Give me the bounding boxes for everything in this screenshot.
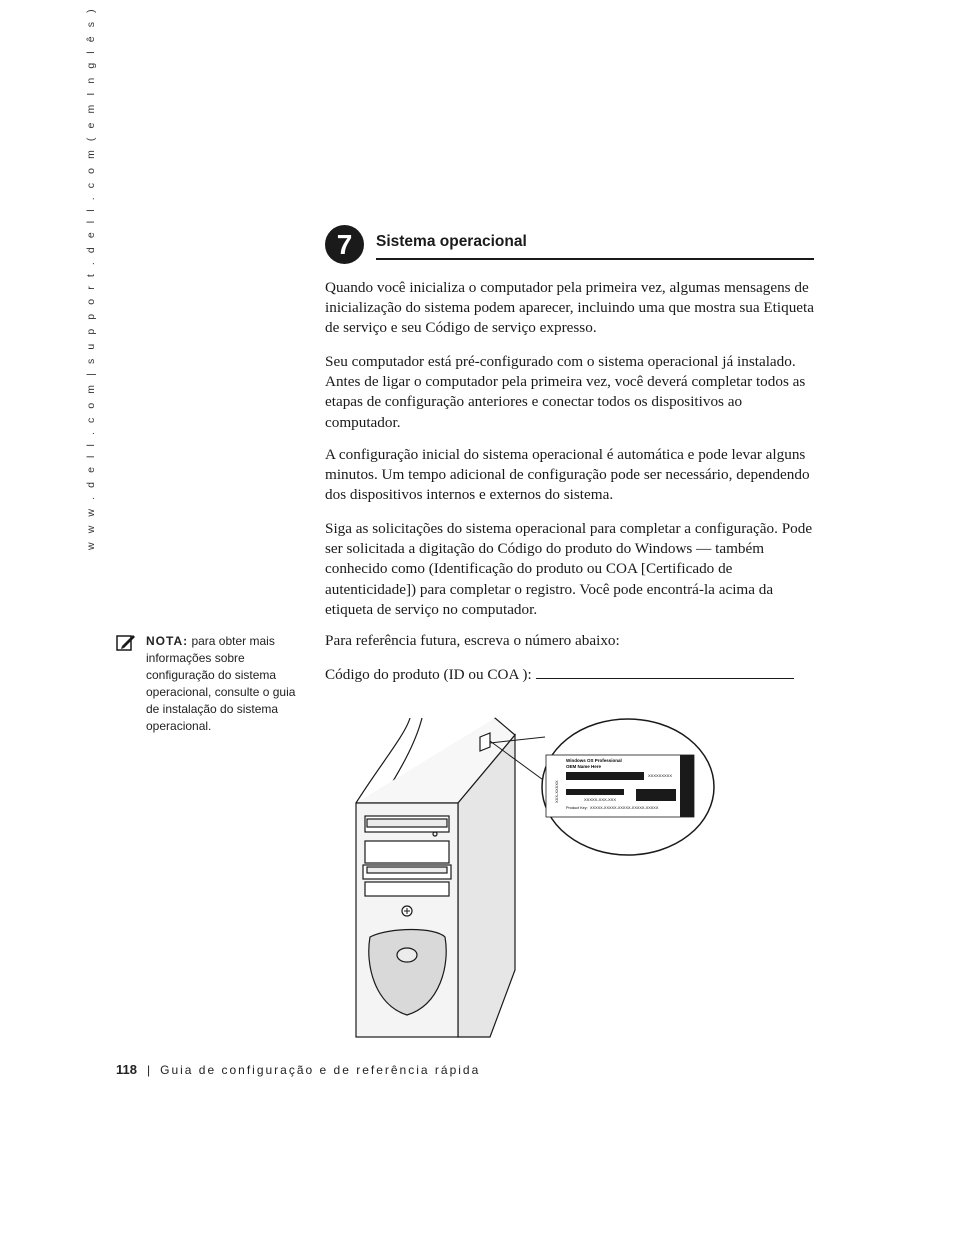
note-block [146, 633, 296, 735]
section-title: Sistema operacional [376, 233, 814, 260]
step-number-badge: 7 [325, 225, 364, 264]
paragraph-startup-messages: Quando você inicializa o computador pela primeira vez, algumas mensagens de inicialização do sistema podem aparecer, incluindo uma que mostra sua Etiqueta de serviço e seu Código de serviço expresso. [325, 279, 815, 337]
note-label: NOTA: [146, 634, 189, 648]
coa-code-top: XXXXXXXXX [648, 773, 673, 778]
coa-barcode-top [566, 772, 644, 780]
pencil-note-icon [116, 632, 136, 652]
coa-line2: OEM Name Here [566, 764, 602, 769]
coa-code-mid: XXXXX-XXX-XXX [584, 797, 617, 802]
product-code-blank [536, 664, 794, 679]
computer-coa-label-illustration [350, 715, 718, 1040]
footer-separator: | [146, 1063, 151, 1077]
guide-title: Guia de configuração e de referência rápida [160, 1063, 481, 1077]
coa-side-code: XXX-XXXXX [554, 780, 559, 803]
product-code-label: Código do produto (ID ou COA ): [325, 666, 532, 683]
computer-tower-icon [356, 718, 515, 1037]
coa-line1: Windows OS Professional [566, 758, 622, 763]
paragraph-future-reference: Para referência futura, escreva o número abaixo: [325, 632, 620, 649]
coa-sticker [546, 755, 694, 817]
coa-hologram [636, 789, 676, 801]
paragraph-product-key: Siga as solicitações do sistema operacional para completar a configuração. Pode ser solicitada a digitação do Código do produto do Windows — também conhecido como (Identificação do produto ou COA [Certificado de autenticidade]) para completar o registro. Você pode encontrá-la acima da etiqueta de serviço no computador. [325, 520, 813, 618]
note-text: para obter mais informações sobre configuração do sistema operacional, consulte o guia de instalação do sistema operacional. [146, 634, 296, 733]
sidebar-url: w w w . d e l l . c o m | s u p p o r t . d e l l . c o m ( e m I n g l ê s ) [85, 6, 97, 550]
page-number: 118 [116, 1062, 137, 1077]
coa-barcode-mid [566, 789, 624, 795]
coa-product-key: XXXXX-XXXXX-XXXXX-XXXXX-XXXXX [590, 806, 659, 810]
paragraph-initial-setup: A configuração inicial do sistema operacional é automática e pode levar alguns minutos. Um tempo adicional de configuração pode ser necessário, dependendo dos dispositivos internos e externos do sistema. [325, 446, 810, 504]
paragraph-preconfigured: Seu computador está pré-configurado com o sistema operacional já instalado. Antes de ligar o computador pela primeira vez, você deverá completar todos as etapas de configuração anteriores e conectar todos os dispositivos ao computador. [325, 353, 806, 431]
product-code-line [325, 664, 817, 685]
coa-product-key-label: Product Key: [566, 806, 588, 810]
page-footer [116, 1062, 480, 1077]
